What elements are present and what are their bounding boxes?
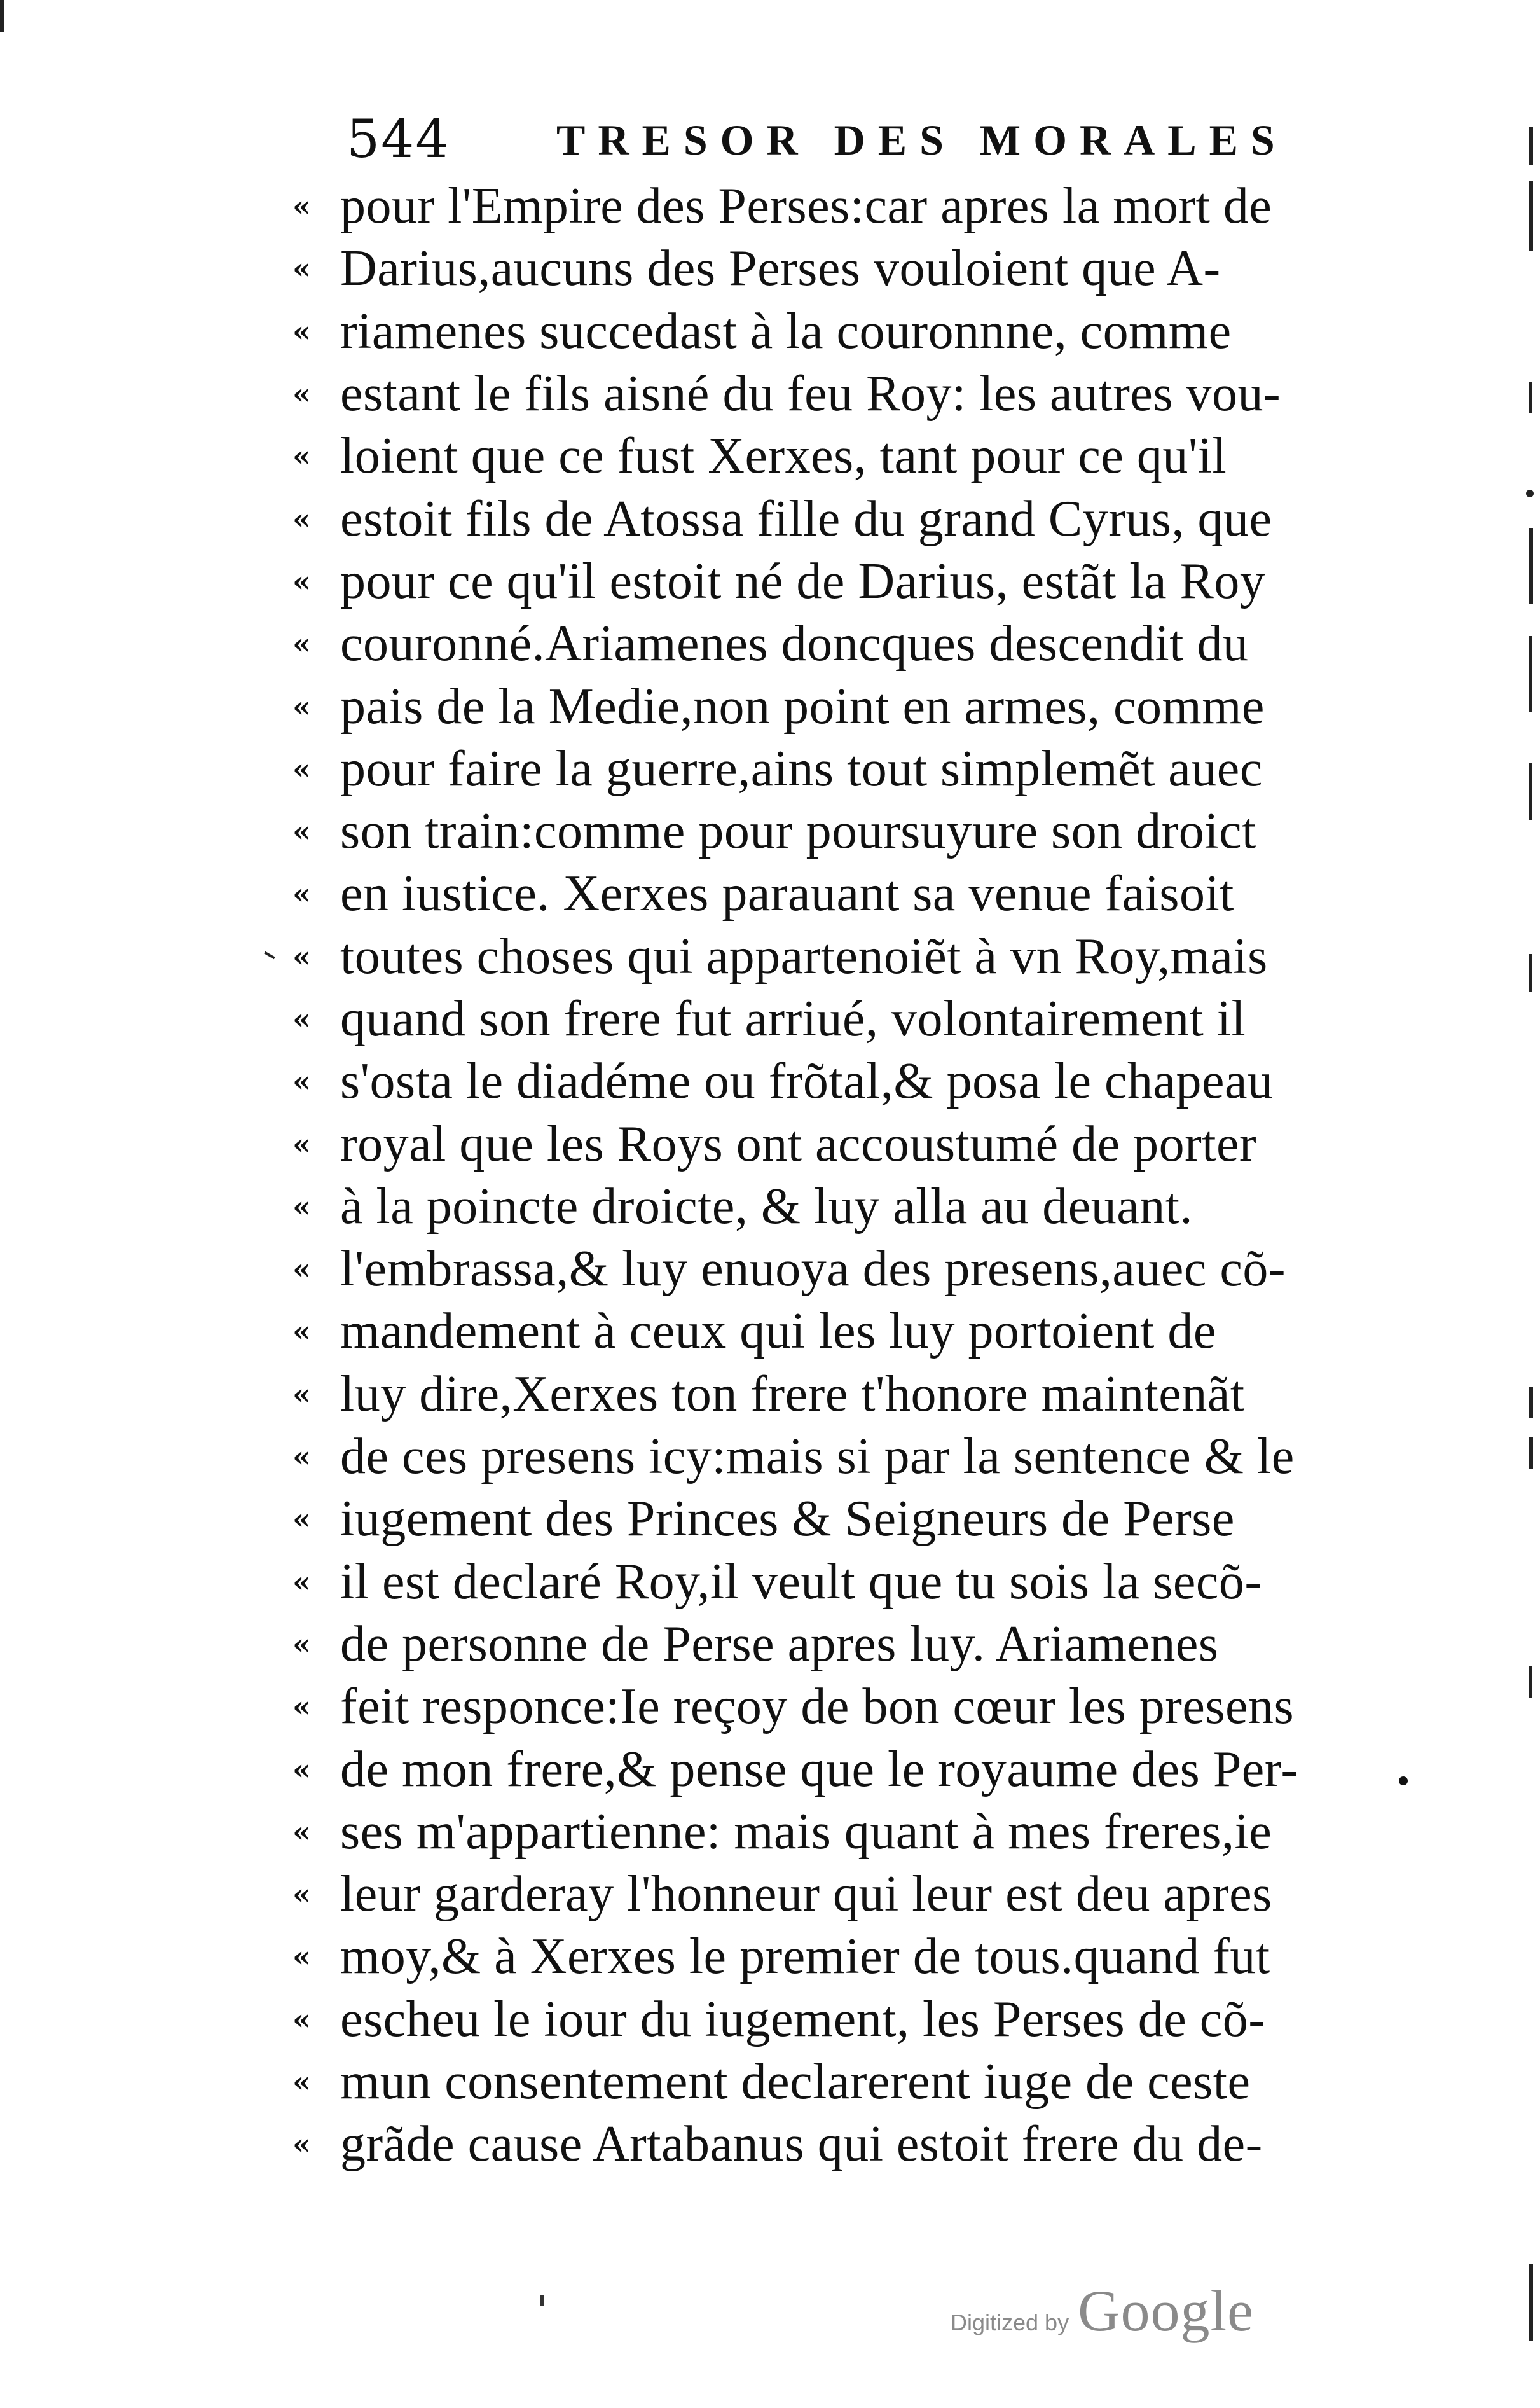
scan-edge-mark — [0, 0, 4, 32]
quote-mark: « — [292, 814, 311, 849]
text-line — [292, 1300, 1386, 1362]
text-line — [292, 550, 1386, 612]
text-line — [292, 2113, 1386, 2175]
line-text: ses m'appartienne: mais quant à mes freres,ie — [340, 1803, 1272, 1860]
line-text: royal que les Roys ont accoustumé de porter — [340, 1116, 1257, 1172]
line-text: estant le fils aisné du feu Roy: les autres vou- — [340, 366, 1281, 422]
line-text: estoit fils de Atossa fille du grand Cyrus, que — [340, 490, 1272, 547]
line-text: mandement à ceux qui les luy portoient de — [340, 1303, 1216, 1360]
quote-mark: « — [292, 1502, 311, 1537]
line-text: iugement des Princes & Seigneurs de Perse — [340, 1491, 1235, 1547]
page-header — [347, 102, 1288, 178]
text-line — [292, 1175, 1386, 1238]
line-text: de personne de Perse apres luy. Ariamenes — [340, 1616, 1219, 1672]
text-line — [292, 1675, 1386, 1738]
line-text: de mon frere,& pense que le royaume des Per- — [340, 1741, 1298, 1797]
text-line — [292, 612, 1386, 675]
text-line — [292, 425, 1386, 487]
quote-mark: « — [292, 626, 311, 661]
scan-edge-mark — [1529, 2264, 1533, 2341]
quote-mark: « — [292, 1252, 311, 1287]
line-text: mun consentement declarerent iuge de ceste — [340, 2054, 1251, 2110]
scan-edge-mark — [1529, 528, 1533, 604]
quote-mark: « — [292, 564, 311, 599]
line-text: couronné.Ariamenes doncques descendit du — [340, 616, 1249, 672]
text-line — [292, 675, 1386, 737]
line-text: Darius,aucuns des Perses vouloient que A- — [340, 240, 1221, 297]
quote-mark: « — [292, 377, 311, 412]
text-line — [292, 487, 1386, 550]
line-text: l'embrassa,& luy enuoya des presens,auec cõ- — [340, 1241, 1286, 1297]
scan-edge-mark — [1529, 1387, 1533, 1418]
line-text: quand son frere fut arriué, volontairement il — [340, 991, 1246, 1047]
scan-edge-mark — [1529, 382, 1532, 413]
quote-mark: « — [292, 314, 311, 349]
text-line — [292, 1613, 1386, 1675]
quote-mark: « — [292, 1126, 311, 1161]
text-line — [292, 1238, 1386, 1300]
quote-mark: « — [292, 251, 311, 286]
quote-mark: « — [292, 1376, 311, 1411]
quote-mark: « — [292, 876, 311, 911]
quote-mark: « — [292, 1564, 311, 1599]
line-text: moy,& à Xerxes le premier de tous.quand fut — [340, 1928, 1270, 1985]
quote-mark: « — [292, 1814, 311, 1849]
line-text: grãde cause Artabanus qui estoit frere du de- — [340, 2116, 1263, 2173]
line-text: pour l'Empire des Perses:car apres la mort de — [340, 178, 1272, 235]
ink-dot — [1399, 1776, 1408, 1785]
quote-mark: « — [292, 2002, 311, 2037]
line-text: escheu le iour du iugement, les Perses de cõ- — [340, 1991, 1266, 2047]
page-number: 544 — [347, 109, 450, 170]
text-line — [292, 1112, 1386, 1175]
line-text: pour ce qu'il estoit né de Darius, estãt la Roy — [340, 553, 1266, 609]
text-line — [292, 800, 1386, 862]
text-line — [292, 862, 1386, 925]
text-line — [292, 1925, 1386, 1988]
text-line — [292, 175, 1386, 237]
line-text: en iustice. Xerxes parauant sa venue faisoit — [340, 866, 1234, 922]
quote-mark: « — [292, 2127, 311, 2162]
line-text: son train:comme pour poursuyure son droict — [340, 803, 1256, 860]
quote-mark: « — [292, 1689, 311, 1724]
text-line — [292, 988, 1386, 1050]
quote-mark: « — [292, 939, 311, 974]
quote-mark: « — [292, 1439, 311, 1474]
watermark-prefix: Digitized by — [951, 2309, 1069, 2335]
quote-mark: « — [292, 1064, 311, 1099]
text-line — [292, 1801, 1386, 1863]
line-text: riamenes succedast à la couronnne, comme — [340, 303, 1232, 359]
text-line — [292, 1551, 1386, 1613]
text-line — [292, 1488, 1386, 1550]
quote-mark: « — [292, 439, 311, 474]
line-text: à la poincte droicte, & luy alla au deuant. — [340, 1178, 1193, 1235]
scan-edge-mark — [1529, 636, 1532, 712]
quote-mark: « — [292, 1877, 311, 1912]
scan-edge-mark — [1526, 490, 1534, 497]
text-line — [292, 1050, 1386, 1112]
ink-tick — [264, 951, 275, 959]
running-head: TRESOR DES MORALES — [556, 116, 1288, 164]
text-line — [292, 2051, 1386, 2113]
line-text: de ces presens icy:mais si par la sentence & le — [340, 1429, 1295, 1485]
line-text: il est declaré Roy,il veult que tu sois la secõ- — [340, 1553, 1262, 1610]
quote-mark: « — [292, 689, 311, 724]
text-line — [292, 1363, 1386, 1425]
line-text: toutes choses qui appartenoiẽt à vn Roy,mais — [340, 928, 1268, 985]
scan-edge-mark — [1529, 1437, 1533, 1469]
digitization-watermark — [951, 2277, 1254, 2347]
quote-mark: « — [292, 1939, 311, 1974]
line-text: luy dire,Xerxes ton frere t'honore maintenãt — [340, 1366, 1245, 1422]
text-line — [292, 363, 1386, 425]
line-text: feit responce:Ie reçoy de bon cœur les presens — [340, 1678, 1295, 1735]
line-text: pais de la Medie,non point en armes, comme — [340, 678, 1265, 735]
text-line — [292, 1425, 1386, 1488]
watermark-brand: Google — [1078, 2278, 1254, 2343]
line-text: s'osta le diadéme ou frõtal,& posa le chapeau — [340, 1053, 1274, 1110]
scan-edge-mark — [1529, 954, 1532, 992]
quote-mark: « — [292, 501, 311, 536]
ink-speck — [540, 2295, 544, 2306]
quote-mark: « — [292, 1314, 311, 1349]
scan-edge-mark — [1529, 181, 1533, 251]
quote-mark: « — [292, 1626, 311, 1661]
line-text: loient que ce fust Xerxes, tant pour ce qu'il — [340, 428, 1227, 485]
text-line — [292, 1988, 1386, 2051]
quote-mark: « — [292, 751, 311, 786]
scan-edge-mark — [1529, 127, 1533, 165]
quote-mark: « — [292, 1189, 311, 1224]
line-text: pour faire la guerre,ains tout simplemẽt auec — [340, 740, 1263, 797]
quote-mark: « — [292, 1002, 311, 1036]
line-text: leur garderay l'honneur qui leur est deu apres — [340, 1866, 1272, 1923]
text-line — [292, 237, 1386, 300]
quote-mark: « — [292, 2065, 311, 2100]
text-line — [292, 925, 1386, 988]
scan-edge-mark — [1529, 1666, 1532, 1698]
text-line — [292, 738, 1386, 800]
text-line — [292, 300, 1386, 363]
quote-mark: « — [292, 1752, 311, 1787]
text-line — [292, 1738, 1386, 1800]
text-line — [292, 1863, 1386, 1925]
quote-mark: « — [292, 189, 311, 224]
scan-edge-mark — [1529, 763, 1532, 820]
text-block — [292, 175, 1386, 2176]
